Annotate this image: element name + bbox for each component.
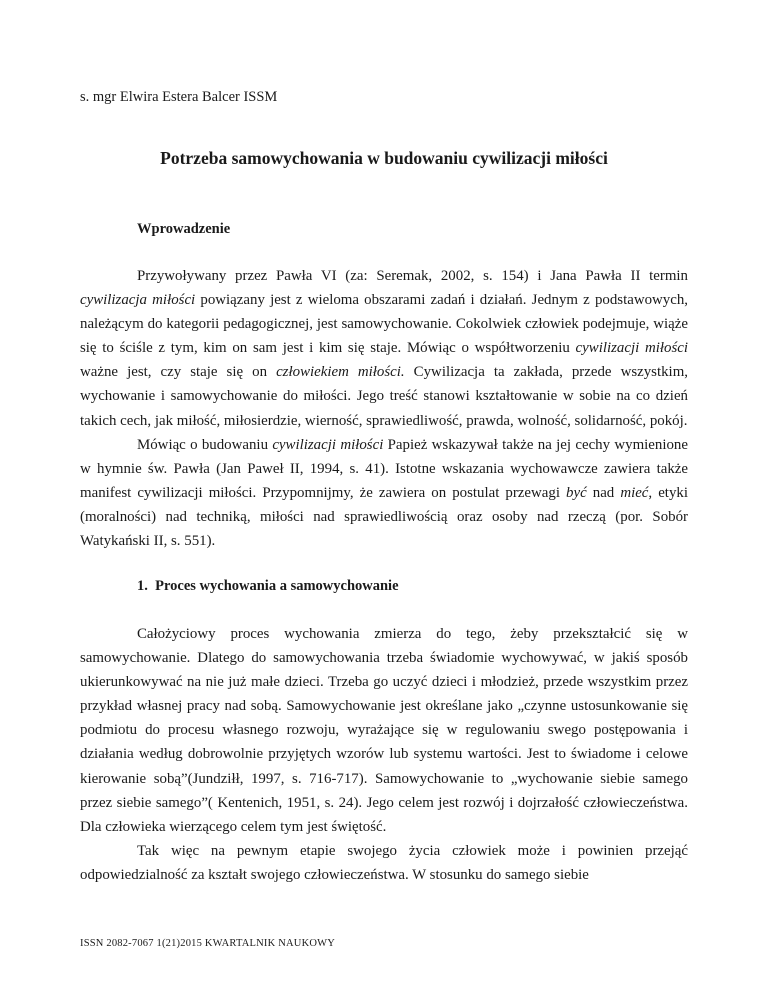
section-1-paragraph-1: Całożyciowy proces wychowania zmierza do tego, żeby przekształcić się w samowychowanie. Dlatego do samowychowania trzeba świadomie wychowywać, w jakiś sposób ukierunkowywać na nie już małe dzieci. Trzeba go uczyć dzieci i młodzież, przede wszystkim przez przykład własnej pracy nad sobą. Samowychowanie jest określane jako „czynne ustosunkowanie się podmiotu do procesu własnego rozwoju, wyrażające się w regulowaniu swego postępowania i działania według dobrowolnie przyjętych wzorów lub systemu wartości. Jest to świadome i celowe kierowanie sobą”(Jundziłł, 1997, s. 716-717). Samowychowanie to „wychowanie siebie samego przez siebie samego”( Kentenich, 1951, s. 24). Jego celem jest rozwój i dojrzałość człowieczeństwa. Dla człowieka wierzącego celem tym jest świętość.	[80, 626, 688, 835]
intro-paragraph-2: Mówiąc o budowaniu cywilizacji miłości Papież wskazywał także na jej cechy wymienione w hymnie św. Pawła (Jan Paweł II, 1994, s. 41). Istotne wskazania wychowawcze zawiera także manifest cywilizacji miłości. Przypomnijmy, że zawiera on postulat przewagi być nad mieć, etyki (moralności) nad techniką, miłości nad sprawiedliwością oraz osoby nad rzeczą (por. Sobór Watykański II, s. 551).	[80, 436, 688, 550]
intro-paragraph-1: Przywoływany przez Pawła VI (za: Seremak, 2002, s. 154) i Jana Pawła II termin cywilizacja miłości powiązany jest z wieloma obszarami zadań i działań. Jednym z podstawowych, należącym do kategorii pedagogicznej, jest samowychowanie. Cokolwiek człowiek podejmuje, wiąże się to ściśle z tym, kim on sam jest i kim się staje. Mówiąc o współtworzeniu cywilizacji miłości ważne jest, czy staje się on człowiekiem miłości. Cywilizacja ta zakłada, przede wszystkim, wychowanie i samowychowanie do miłości. Jego treść stanowi kształtowanie w sobie na co dzień takich cech, jak miłość, miłosierdzie, wierność, sprawiedliwość, prawda, wolność, solidarność, pokój.	[80, 268, 689, 429]
page-footer: ISSN 2082-7067 1(21)2015 KWARTALNIK NAUKOWY	[80, 938, 336, 949]
article-title: Potrzeba samowychowania w budowaniu cywilizacji miłości	[160, 148, 608, 168]
intro-heading: Wprowadzenie	[137, 221, 231, 237]
section-1-text	[80, 622, 688, 887]
section-1-paragraph-2: Tak więc na pewnym etapie swojego życia człowiek może i powinien przejąć odpowiedzialność za kształt swojego człowieczeństwa. W stosunku do samego siebie	[80, 842, 688, 883]
section-1-heading: 1. Proces wychowania a samowychowanie	[137, 578, 399, 594]
intro-text	[80, 264, 688, 553]
author-line: s. mgr Elwira Estera Balcer ISSM	[80, 89, 278, 105]
